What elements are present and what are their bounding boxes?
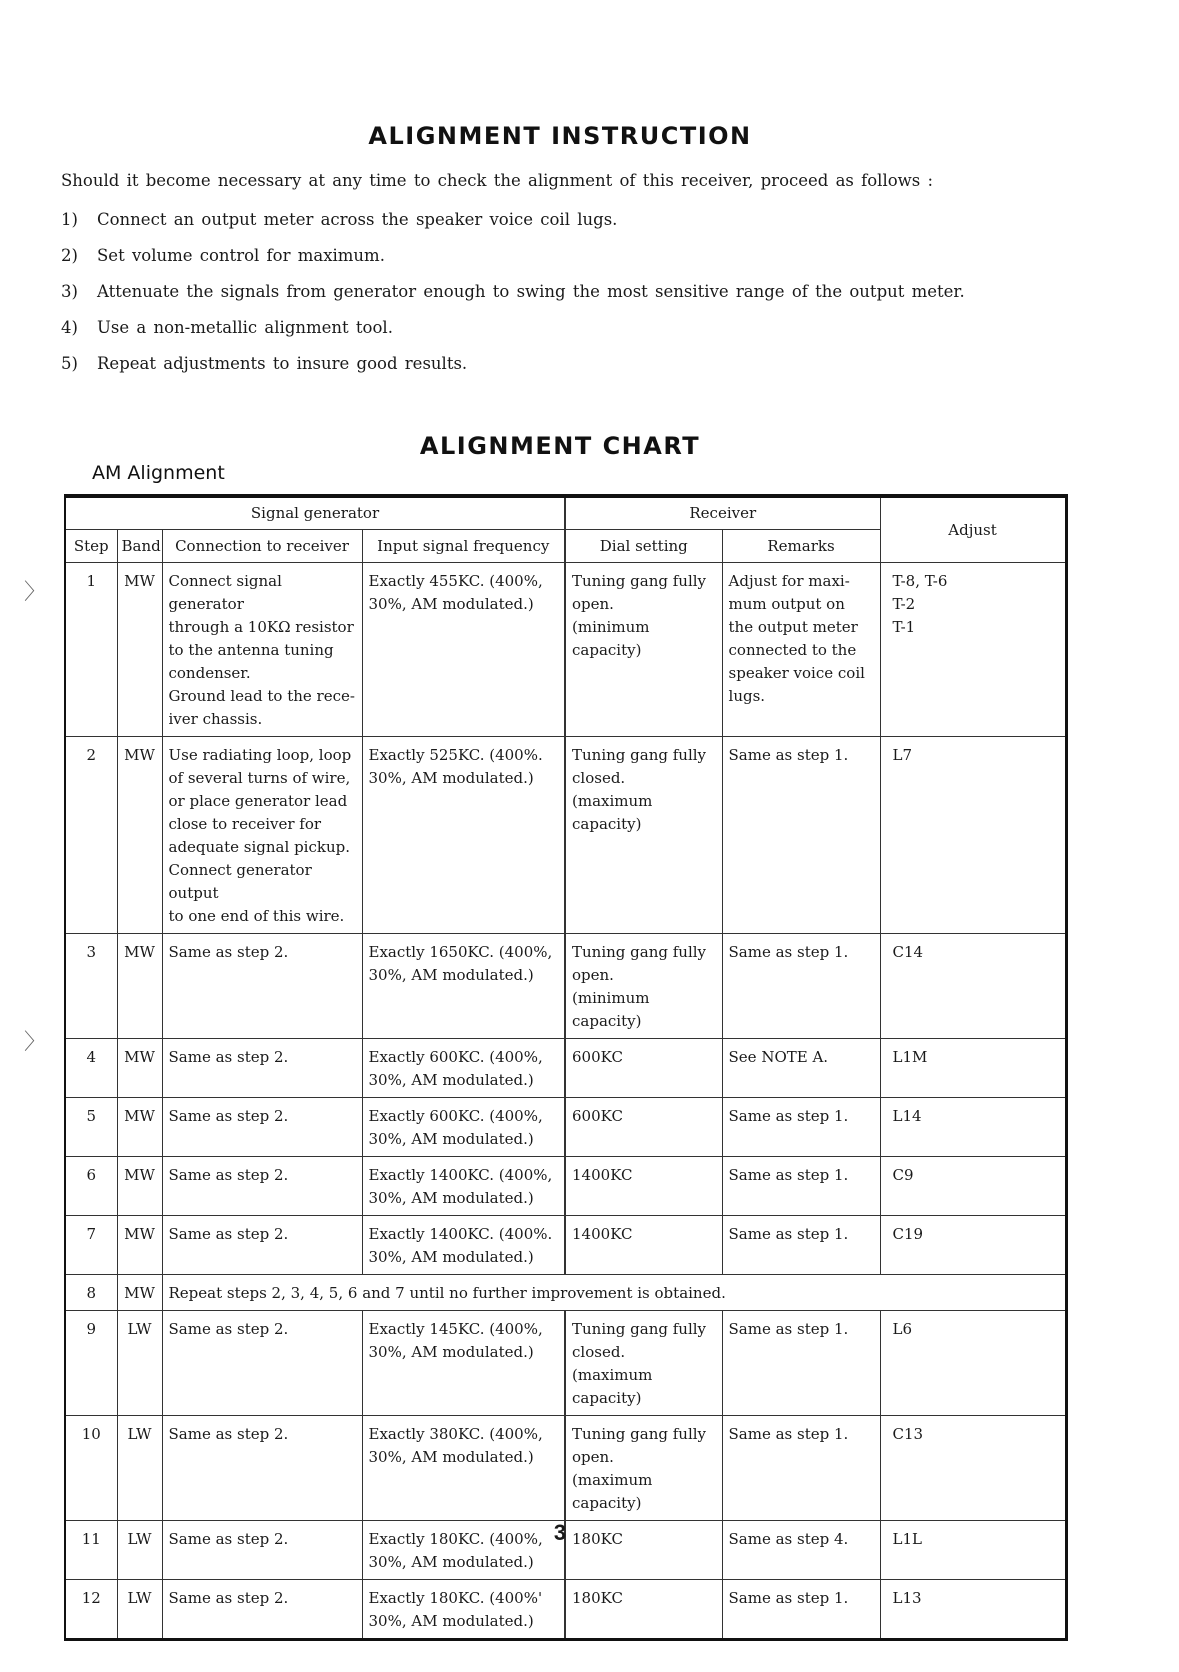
column-header-band: Band bbox=[117, 530, 162, 563]
cell-band: MW bbox=[117, 934, 162, 1039]
table-row bbox=[65, 1275, 1066, 1311]
group-header-signal-generator: Signal generator bbox=[65, 496, 565, 530]
cell-adjust bbox=[880, 563, 1066, 737]
cell-adjust bbox=[880, 1216, 1066, 1275]
cell-dial bbox=[565, 1216, 722, 1275]
cell-frequency-line: Exactly 600KC. (400%, bbox=[368, 1048, 543, 1066]
cell-step: 11 bbox=[65, 1521, 117, 1580]
cell-frequency bbox=[362, 1157, 565, 1216]
cell-span-note: Repeat steps 2, 3, 4, 5, 6 and 7 until no further improvement is obtained. bbox=[162, 1275, 1066, 1311]
cell-frequency-line: 30%, AM modulated.) bbox=[368, 1448, 534, 1466]
cell-dial bbox=[565, 1157, 722, 1216]
cell-frequency-line: Exactly 380KC. (400%, bbox=[368, 1425, 543, 1443]
cell-remarks-line: connected to the bbox=[728, 641, 857, 659]
procedure-step-number: 4) bbox=[61, 318, 78, 337]
cell-adjust-line: T-1 bbox=[892, 618, 916, 636]
cell-connection-line: Same as step 2. bbox=[168, 1107, 289, 1125]
cell-remarks-line: speaker voice coil bbox=[728, 664, 865, 682]
cell-adjust-line: C19 bbox=[892, 1225, 924, 1243]
cell-frequency-line: Exactly 180KC. (400%' bbox=[368, 1589, 543, 1607]
cell-connection-line: Same as step 2. bbox=[168, 1225, 289, 1243]
cell-adjust bbox=[880, 1311, 1066, 1416]
procedure-step-text: Use a non-metallic alignment tool. bbox=[97, 318, 393, 337]
cell-remarks-line: the output meter bbox=[728, 618, 858, 636]
cell-dial-line: 600KC bbox=[572, 1048, 623, 1066]
cell-connection-line: close to receiver for bbox=[168, 815, 322, 833]
cell-step: 2 bbox=[65, 737, 117, 934]
cell-remarks-line: Same as step 1. bbox=[728, 1320, 849, 1338]
cell-connection-line: Same as step 2. bbox=[168, 1320, 289, 1338]
cell-connection-line: to the antenna tuning bbox=[168, 641, 334, 659]
cell-step: 4 bbox=[65, 1039, 117, 1098]
cell-remarks-line: Same as step 1. bbox=[728, 1425, 849, 1443]
cell-remarks bbox=[722, 563, 880, 737]
cell-step: 12 bbox=[65, 1580, 117, 1640]
table-row bbox=[65, 1157, 1066, 1216]
cell-step: 5 bbox=[65, 1098, 117, 1157]
table-row bbox=[65, 737, 1066, 934]
table-row bbox=[65, 934, 1066, 1039]
table-row bbox=[65, 563, 1066, 737]
procedure-step bbox=[61, 246, 965, 282]
cell-step: 1 bbox=[65, 563, 117, 737]
cell-adjust-line: C13 bbox=[892, 1425, 924, 1443]
cell-step: 7 bbox=[65, 1216, 117, 1275]
cell-connection bbox=[162, 1098, 362, 1157]
cell-frequency bbox=[362, 1580, 565, 1640]
cell-connection bbox=[162, 1416, 362, 1521]
cell-remarks-line: Same as step 1. bbox=[728, 1107, 849, 1125]
cell-band: MW bbox=[117, 1275, 162, 1311]
cell-band: LW bbox=[117, 1416, 162, 1521]
cell-connection-line: Same as step 2. bbox=[168, 1166, 289, 1184]
cell-frequency-line: 30%, AM modulated.) bbox=[368, 966, 534, 984]
cell-connection-line: Connect signal generator bbox=[168, 572, 282, 613]
cell-adjust-line: L6 bbox=[892, 1320, 913, 1338]
cell-adjust bbox=[880, 1580, 1066, 1640]
cell-connection-line: to one end of this wire. bbox=[168, 907, 345, 925]
cell-step: 6 bbox=[65, 1157, 117, 1216]
cell-band: MW bbox=[117, 1216, 162, 1275]
cell-connection bbox=[162, 1039, 362, 1098]
cell-remarks-line: Same as step 1. bbox=[728, 746, 849, 764]
cell-frequency-line: 30%, AM modulated.) bbox=[368, 1612, 534, 1630]
cell-frequency-line: Exactly 455KC. (400%, bbox=[368, 572, 543, 590]
cell-connection-line: adequate signal pickup. bbox=[168, 838, 350, 856]
cell-connection-line: Same as step 2. bbox=[168, 1589, 289, 1607]
cell-dial-line: (minimum capacity) bbox=[572, 618, 650, 659]
cell-connection bbox=[162, 737, 362, 934]
cell-frequency-line: 30%, AM modulated.) bbox=[368, 1343, 534, 1361]
cell-connection-line: of several turns of wire, bbox=[168, 769, 351, 787]
cell-connection-line: or place generator lead bbox=[168, 792, 348, 810]
cell-remarks-line: Adjust for maxi- bbox=[728, 572, 850, 590]
cell-remarks-line: Same as step 1. bbox=[728, 1225, 849, 1243]
cell-band: MW bbox=[117, 563, 162, 737]
cell-adjust-line: L1L bbox=[892, 1530, 922, 1548]
cell-dial-line: 1400KC bbox=[572, 1225, 633, 1243]
cell-connection-line: condenser. bbox=[168, 664, 251, 682]
cell-frequency-line: Exactly 1400KC. (400%, bbox=[368, 1166, 553, 1184]
cell-dial-line: open. bbox=[572, 966, 614, 984]
cell-connection-line: iver chassis. bbox=[168, 710, 263, 728]
page-number: 3 bbox=[553, 1520, 567, 1545]
cell-dial bbox=[565, 1580, 722, 1640]
procedure-step-text: Set volume control for maximum. bbox=[97, 246, 385, 265]
cell-adjust bbox=[880, 1039, 1066, 1098]
cell-step: 10 bbox=[65, 1416, 117, 1521]
procedure-step-number: 2) bbox=[61, 246, 78, 265]
cell-connection bbox=[162, 1157, 362, 1216]
cell-step: 9 bbox=[65, 1311, 117, 1416]
table-row bbox=[65, 1416, 1066, 1521]
cell-frequency-line: 30%, AM modulated.) bbox=[368, 1071, 534, 1089]
cell-adjust bbox=[880, 1098, 1066, 1157]
cell-connection bbox=[162, 1216, 362, 1275]
margin-mark: 〉 bbox=[24, 580, 47, 605]
procedure-step-text: Connect an output meter across the speaker voice coil lugs. bbox=[97, 210, 618, 229]
cell-dial-line: (maximum capacity) bbox=[572, 1471, 653, 1512]
procedure-step bbox=[61, 282, 965, 318]
table-row bbox=[65, 1311, 1066, 1416]
cell-adjust-line: L13 bbox=[892, 1589, 922, 1607]
cell-dial bbox=[565, 934, 722, 1039]
cell-connection-line: through a 10KΩ resistor bbox=[168, 618, 354, 636]
cell-dial-line: Tuning gang fully bbox=[572, 1425, 707, 1443]
cell-dial bbox=[565, 1416, 722, 1521]
cell-frequency-line: Exactly 525KC. (400%. bbox=[368, 746, 543, 764]
procedure-step bbox=[61, 354, 965, 390]
cell-frequency bbox=[362, 1216, 565, 1275]
cell-frequency-line: 30%, AM modulated.) bbox=[368, 595, 534, 613]
cell-frequency-line: 30%, AM modulated.) bbox=[368, 1130, 534, 1148]
procedure-step-text: Repeat adjustments to insure good results. bbox=[97, 354, 468, 373]
cell-frequency-line: Exactly 1400KC. (400%. bbox=[368, 1225, 553, 1243]
cell-frequency-line: 30%, AM modulated.) bbox=[368, 1189, 534, 1207]
alignment-table bbox=[64, 494, 1068, 1641]
cell-band: MW bbox=[117, 1157, 162, 1216]
cell-frequency-line: Exactly 1650KC. (400%, bbox=[368, 943, 553, 961]
procedure-step-number: 3) bbox=[61, 282, 78, 301]
cell-dial-line: (minimum capacity) bbox=[572, 989, 650, 1030]
cell-remarks-line: lugs. bbox=[728, 687, 766, 705]
cell-dial bbox=[565, 737, 722, 934]
cell-remarks bbox=[722, 1216, 880, 1275]
column-header-step: Step bbox=[65, 530, 117, 563]
cell-connection-line: Same as step 2. bbox=[168, 1425, 289, 1443]
cell-remarks bbox=[722, 1416, 880, 1521]
cell-dial-line: closed. bbox=[572, 1343, 626, 1361]
cell-band: LW bbox=[117, 1311, 162, 1416]
cell-remarks-line: mum output on bbox=[728, 595, 845, 613]
cell-remarks-line: Same as step 4. bbox=[728, 1530, 849, 1548]
cell-dial-line: 180KC bbox=[572, 1589, 623, 1607]
cell-dial bbox=[565, 1311, 722, 1416]
cell-remarks-line: Same as step 1. bbox=[728, 1166, 849, 1184]
cell-remarks-line: Same as step 1. bbox=[728, 943, 849, 961]
column-header-frequency: Input signal frequency bbox=[362, 530, 565, 563]
cell-frequency bbox=[362, 1416, 565, 1521]
cell-adjust bbox=[880, 1157, 1066, 1216]
cell-connection-line: Same as step 2. bbox=[168, 943, 289, 961]
cell-remarks bbox=[722, 1580, 880, 1640]
cell-frequency bbox=[362, 563, 565, 737]
procedure-step-text: Attenuate the signals from generator enough to swing the most sensitive range of the output meter. bbox=[97, 282, 965, 301]
cell-remarks bbox=[722, 1157, 880, 1216]
cell-connection bbox=[162, 1580, 362, 1640]
cell-connection bbox=[162, 1311, 362, 1416]
cell-dial-line: 600KC bbox=[572, 1107, 623, 1125]
cell-frequency-line: Exactly 145KC. (400%, bbox=[368, 1320, 543, 1338]
table-row bbox=[65, 1098, 1066, 1157]
cell-step: 3 bbox=[65, 934, 117, 1039]
cell-adjust bbox=[880, 737, 1066, 934]
cell-adjust-line: L14 bbox=[892, 1107, 922, 1125]
cell-adjust-line: T-2 bbox=[892, 595, 916, 613]
cell-dial-line: Tuning gang fully bbox=[572, 1320, 707, 1338]
cell-frequency bbox=[362, 934, 565, 1039]
cell-band: LW bbox=[117, 1580, 162, 1640]
subsection-title: AM Alignment bbox=[92, 462, 225, 484]
cell-connection-line: Same as step 2. bbox=[168, 1530, 289, 1548]
cell-frequency-line: Exactly 600KC. (400%, bbox=[368, 1107, 543, 1125]
cell-frequency-line: 30%, AM modulated.) bbox=[368, 1248, 534, 1266]
cell-band: LW bbox=[117, 1521, 162, 1580]
cell-dial bbox=[565, 1039, 722, 1098]
cell-frequency-line: 30%, AM modulated.) bbox=[368, 1553, 534, 1571]
cell-band: MW bbox=[117, 737, 162, 934]
cell-dial-line: (maximum capacity) bbox=[572, 792, 653, 833]
cell-dial bbox=[565, 563, 722, 737]
cell-dial-line: closed. bbox=[572, 769, 626, 787]
cell-step: 8 bbox=[65, 1275, 117, 1311]
table-row bbox=[65, 1039, 1066, 1098]
cell-connection bbox=[162, 563, 362, 737]
cell-dial-line: 1400KC bbox=[572, 1166, 633, 1184]
cell-adjust-line: T-8, T-6 bbox=[892, 572, 948, 590]
cell-connection-line: Ground lead to the rece- bbox=[168, 687, 355, 705]
table-row bbox=[65, 1216, 1066, 1275]
cell-band: MW bbox=[117, 1039, 162, 1098]
column-header-remarks: Remarks bbox=[722, 530, 880, 563]
cell-dial-line: Tuning gang fully bbox=[572, 943, 707, 961]
cell-adjust-line: L7 bbox=[892, 746, 913, 764]
group-header-adjust: Adjust bbox=[880, 496, 1066, 563]
procedure-step bbox=[61, 318, 965, 354]
cell-frequency bbox=[362, 737, 565, 934]
procedure-step bbox=[61, 210, 965, 246]
cell-remarks bbox=[722, 1039, 880, 1098]
cell-connection-line: Connect generator output bbox=[168, 861, 312, 902]
cell-remarks bbox=[722, 1311, 880, 1416]
cell-remarks-line: See NOTE A. bbox=[728, 1048, 829, 1066]
column-header-dial: Dial setting bbox=[565, 530, 722, 563]
cell-adjust-line: C9 bbox=[892, 1166, 914, 1184]
cell-frequency-line: Exactly 180KC. (400%, bbox=[368, 1530, 543, 1548]
cell-connection-line: Use radiating loop, loop bbox=[168, 746, 352, 764]
cell-remarks bbox=[722, 737, 880, 934]
procedure-step-number: 5) bbox=[61, 354, 78, 373]
page-title: ALIGNMENT INSTRUCTION bbox=[368, 122, 752, 150]
cell-adjust-line: C14 bbox=[892, 943, 924, 961]
table-row bbox=[65, 1580, 1066, 1640]
cell-dial-line: Tuning gang fully bbox=[572, 746, 707, 764]
cell-band: MW bbox=[117, 1098, 162, 1157]
cell-connection bbox=[162, 934, 362, 1039]
cell-frequency bbox=[362, 1098, 565, 1157]
group-header-receiver: Receiver bbox=[565, 496, 880, 530]
procedure-step-number: 1) bbox=[61, 210, 78, 229]
cell-dial-line: open. bbox=[572, 595, 614, 613]
cell-dial-line: (maximum capacity) bbox=[572, 1366, 653, 1407]
cell-dial-line: Tuning gang fully bbox=[572, 572, 707, 590]
cell-remarks bbox=[722, 1098, 880, 1157]
cell-adjust bbox=[880, 1416, 1066, 1521]
chart-title: ALIGNMENT CHART bbox=[419, 432, 701, 460]
cell-dial-line: open. bbox=[572, 1448, 614, 1466]
cell-remarks bbox=[722, 934, 880, 1039]
cell-adjust-line: L1M bbox=[892, 1048, 928, 1066]
cell-dial-line: 180KC bbox=[572, 1530, 623, 1548]
cell-connection-line: Same as step 2. bbox=[168, 1048, 289, 1066]
cell-adjust bbox=[880, 934, 1066, 1039]
procedure-list bbox=[61, 210, 965, 390]
cell-frequency bbox=[362, 1311, 565, 1416]
cell-dial bbox=[565, 1098, 722, 1157]
margin-mark: 〉 bbox=[24, 1030, 47, 1055]
cell-frequency-line: 30%, AM modulated.) bbox=[368, 769, 534, 787]
intro-paragraph: Should it become necessary at any time to check the alignment of this receiver, proceed as follows : bbox=[61, 171, 934, 190]
cell-remarks-line: Same as step 1. bbox=[728, 1589, 849, 1607]
column-header-connection: Connection to receiver bbox=[162, 530, 362, 563]
cell-frequency bbox=[362, 1039, 565, 1098]
